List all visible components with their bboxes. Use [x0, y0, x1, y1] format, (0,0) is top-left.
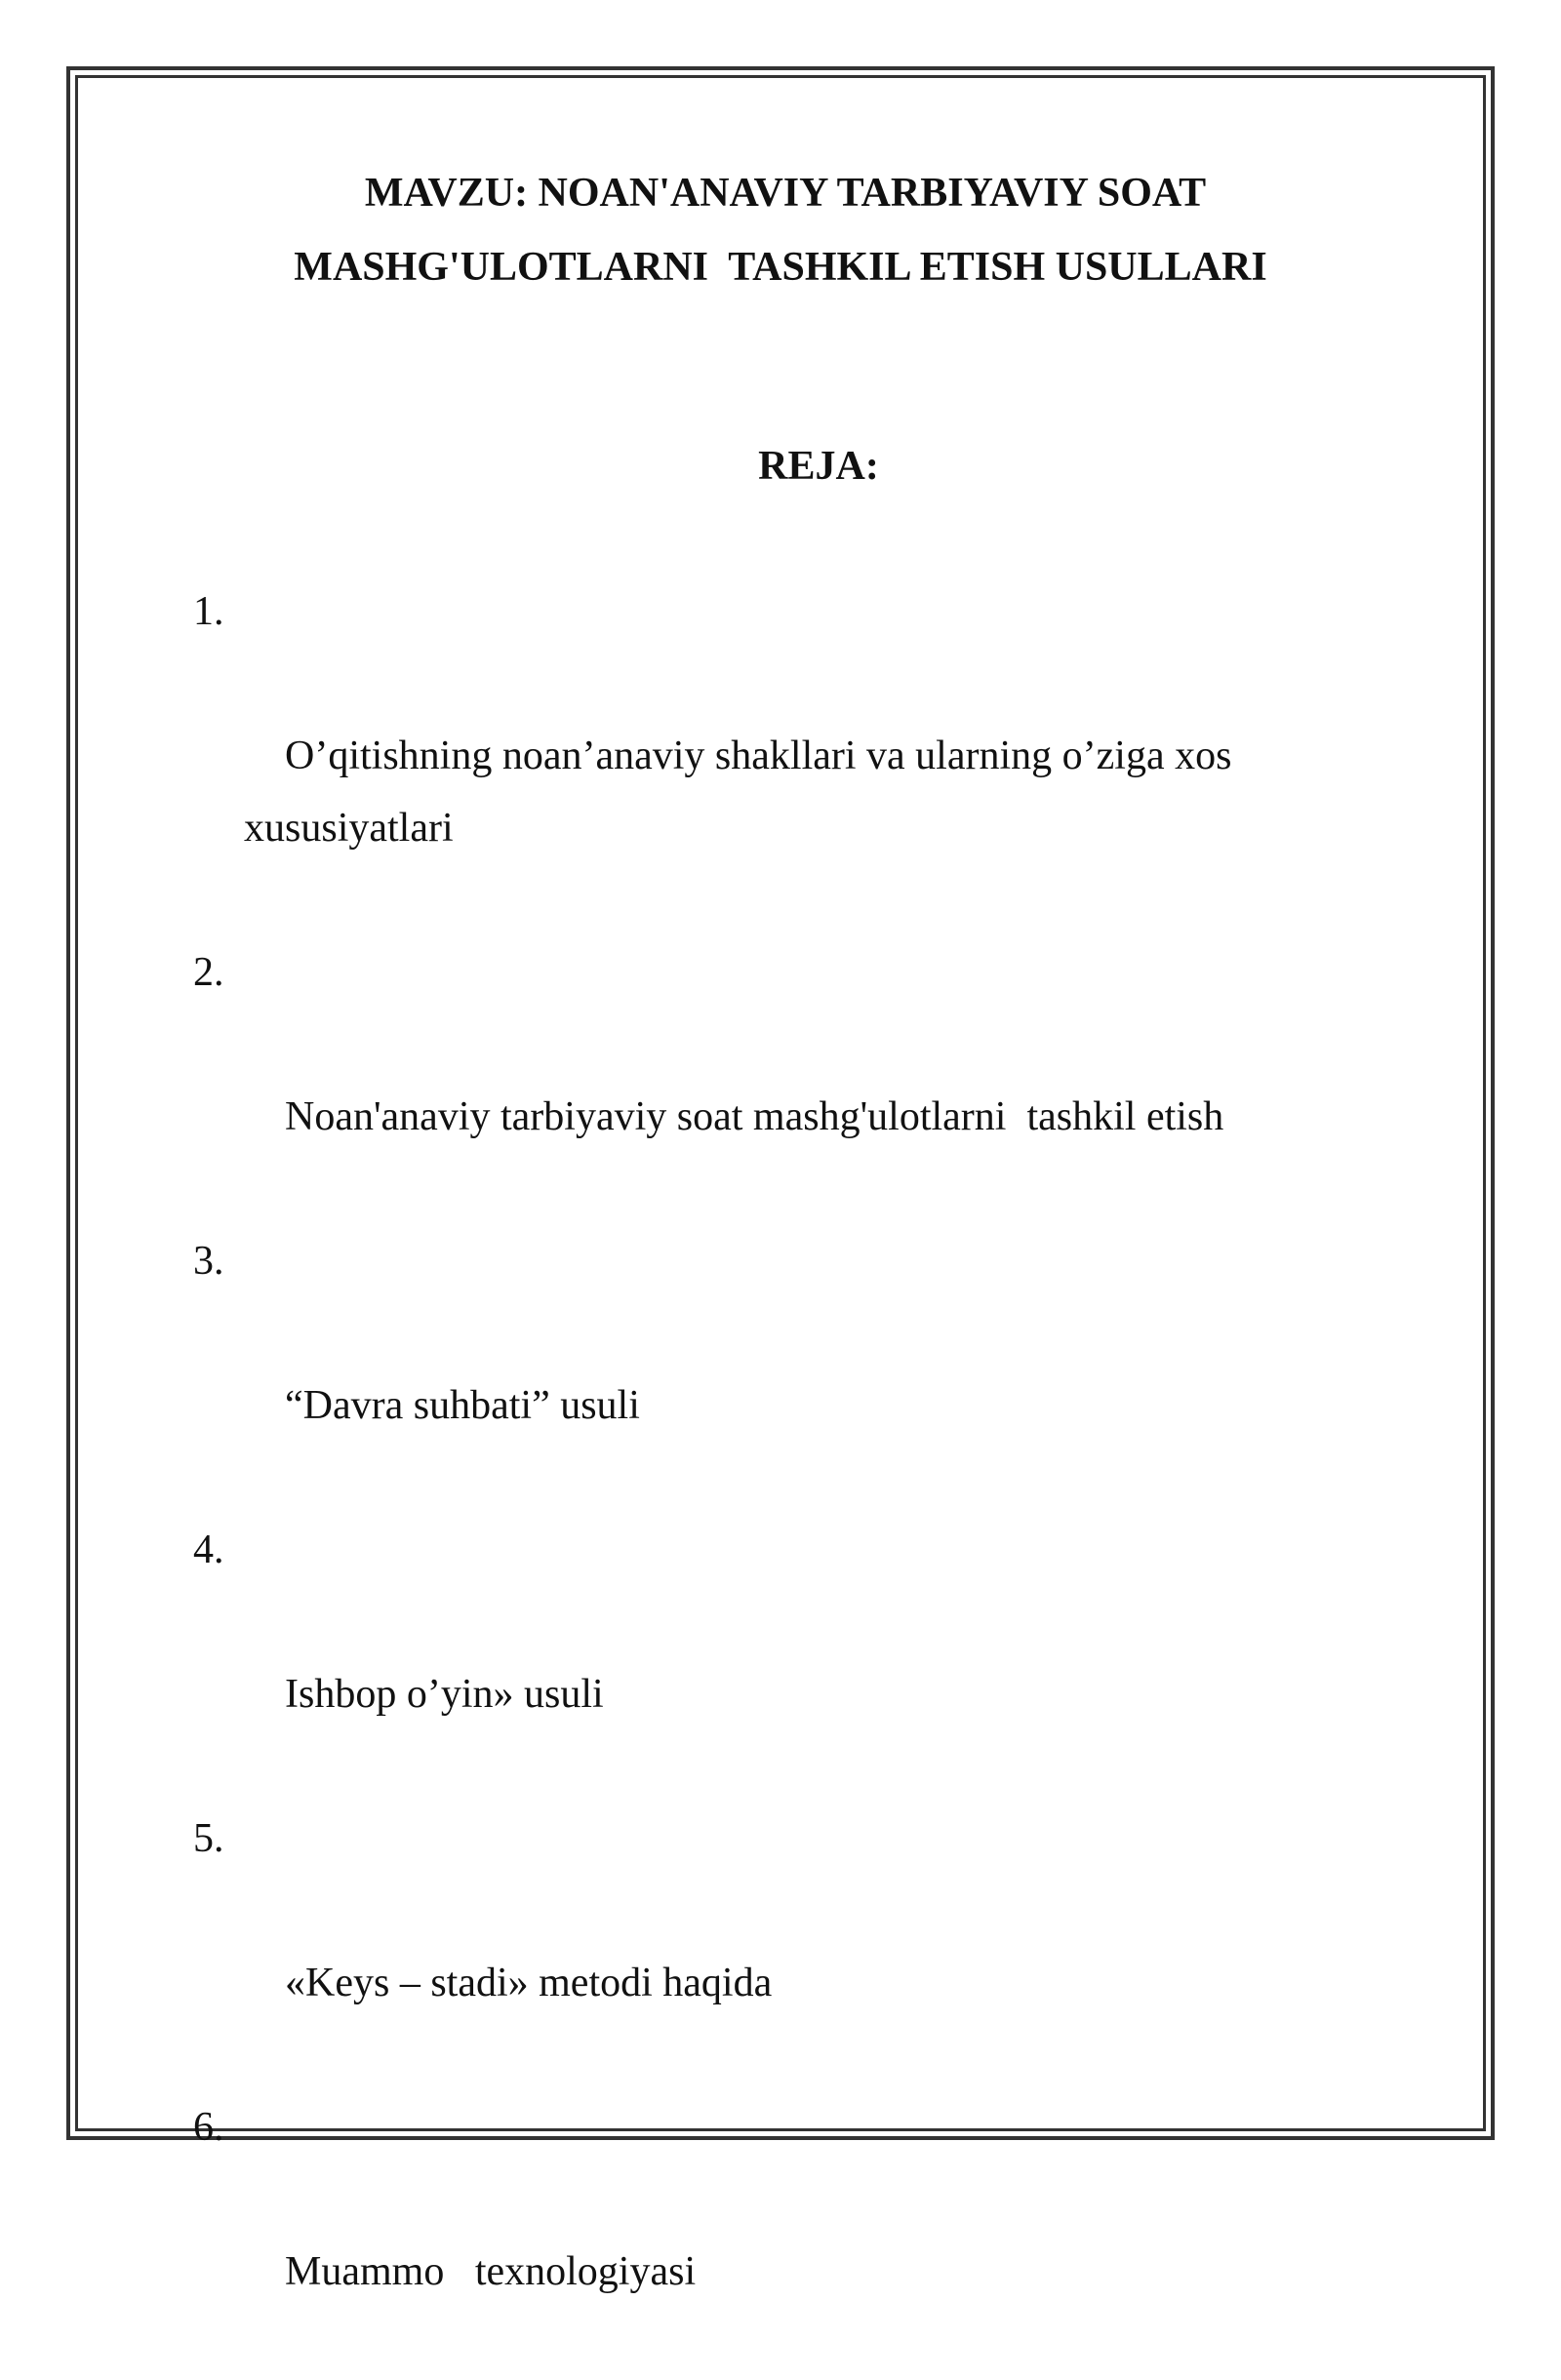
plan-item-number: 1. — [193, 589, 224, 634]
plan-item-4 — [0, 1514, 1268, 1803]
plan-item-number: 6. — [193, 2105, 224, 2150]
title-line-2: MASHG'ULOTLARNI TASHKIL ETISH USULLARI — [294, 245, 1267, 290]
plan-heading: REJA: — [758, 444, 879, 489]
plan-list — [0, 575, 1561, 2380]
plan-item-text: Ishbop o’yin» usuli — [285, 1672, 604, 1717]
plan-item-text: «Keys – stadi» metodi haqida — [285, 1961, 773, 2005]
plan-item-5 — [0, 1803, 1268, 2091]
plan-item-text: Muammo texnologiyasi — [285, 2249, 697, 2294]
plan-item-6 — [0, 2091, 1268, 2380]
plan-item-number: 3. — [193, 1239, 224, 1284]
plan-item-number: 5. — [193, 1816, 224, 1861]
plan-item-text: Noan'anaviy tarbiyaviy soat mashg'ulotlarni tashkil etish — [285, 1094, 1224, 1139]
plan-item-text: O’qitishning noan’anaviy shakllari va ularning o’ziga xos xususiyatlari — [244, 734, 1242, 851]
plan-item-number: 2. — [193, 950, 224, 995]
document-title — [0, 156, 1561, 304]
plan-item-2 — [0, 936, 1268, 1225]
plan-item-3 — [0, 1225, 1268, 1514]
plan-item-number: 4. — [193, 1527, 224, 1572]
plan-item-1 — [0, 575, 1268, 936]
plan-item-text: “Davra suhbati” usuli — [285, 1383, 640, 1428]
title-line-1: MAVZU: NOAN'ANAVIY TARBIYAVIY SOAT — [364, 171, 1207, 216]
